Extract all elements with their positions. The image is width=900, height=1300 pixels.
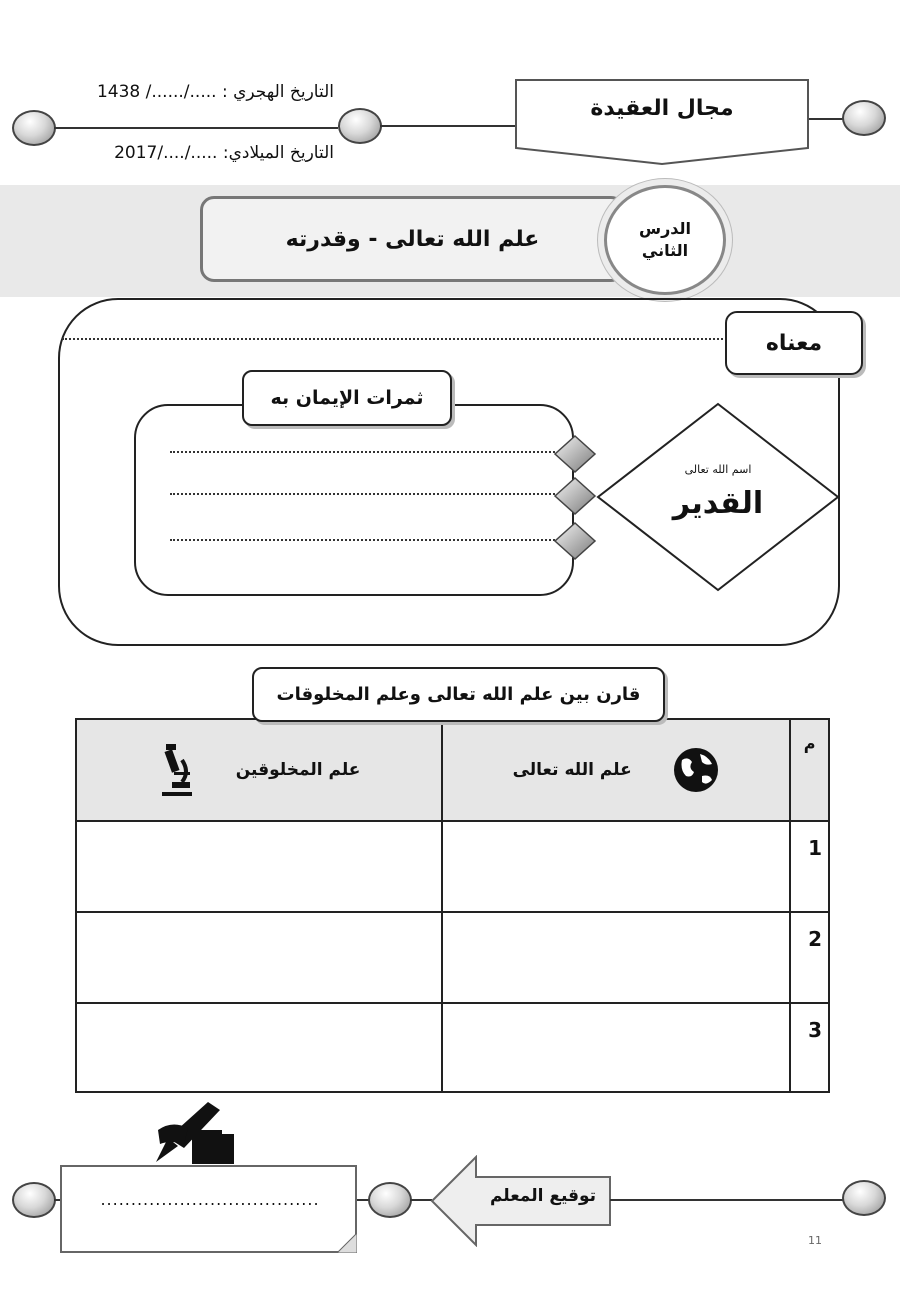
bottom-right-knob xyxy=(842,1180,886,1216)
bullet-diamond-3 xyxy=(553,521,597,561)
globe-icon xyxy=(672,746,720,794)
row-1-allah-cell[interactable] xyxy=(442,821,790,912)
row-3-creatures-cell[interactable] xyxy=(76,1003,442,1092)
signature-box-fold xyxy=(337,1233,357,1253)
domain-title-banner xyxy=(514,78,810,166)
fruits-label: ثمرات الإيمان به xyxy=(242,370,452,426)
col-creatures-label: علم المخلوقين xyxy=(235,760,361,780)
top-left-knob xyxy=(12,110,56,146)
bottom-mid-line-right xyxy=(410,1199,432,1201)
bottom-right-line xyxy=(610,1199,844,1201)
col-allah-label: علم الله تعالى xyxy=(512,760,632,780)
row-1-creatures-cell[interactable] xyxy=(76,821,442,912)
lesson-number-line1: الدرس xyxy=(638,219,692,238)
name-caption: اسم الله تعالى xyxy=(684,463,752,476)
table-header-row xyxy=(76,719,829,821)
top-left-line xyxy=(54,127,338,129)
comparison-table xyxy=(75,718,830,1093)
row-2-creatures-cell[interactable] xyxy=(76,912,442,1003)
col-creatures-header xyxy=(76,719,442,821)
bullet-diamond-1 xyxy=(553,434,597,474)
gregorian-date: التاريخ الميلادي: ...../..../2017 xyxy=(114,143,334,163)
top-middle-line xyxy=(380,125,518,127)
fruit-line-1 xyxy=(170,451,555,453)
meaning-label: معناه xyxy=(725,311,863,375)
col-num-label: م xyxy=(803,734,816,753)
signature-dots: .................................... xyxy=(100,1190,320,1209)
meaning-dotted-line xyxy=(62,338,727,340)
lesson-number-line2: الثاني xyxy=(641,241,689,260)
table-row xyxy=(76,912,829,1003)
hijri-date: التاريخ الهجري : ...../....../ 1438 xyxy=(96,82,334,102)
bottom-middle-knob xyxy=(368,1182,412,1218)
top-middle-knob xyxy=(338,108,382,144)
fruit-line-3 xyxy=(170,539,555,541)
domain-title: مجال العقيدة xyxy=(590,96,734,121)
col-num-header xyxy=(790,719,829,821)
bullet-diamond-2 xyxy=(553,476,597,516)
lesson-title: علم الله تعالى - وقدرته xyxy=(200,196,625,282)
row-1-number: 1 xyxy=(790,821,829,912)
row-2-number: 2 xyxy=(790,912,829,1003)
pen-hand-icon xyxy=(148,1100,238,1166)
signature-box[interactable] xyxy=(60,1165,357,1253)
row-3-allah-cell[interactable] xyxy=(442,1003,790,1092)
fruits-box xyxy=(134,404,574,596)
page-number: 11 xyxy=(808,1234,822,1247)
table-row xyxy=(76,821,829,912)
microscope-icon xyxy=(158,742,196,798)
row-2-allah-cell[interactable] xyxy=(442,912,790,1003)
signature-label: توقيع المعلم xyxy=(489,1186,597,1206)
bottom-left-knob xyxy=(12,1182,56,1218)
col-allah-header xyxy=(442,719,790,821)
comparison-title: قارن بين علم الله تعالى وعلم المخلوقات xyxy=(252,667,665,722)
top-right-line xyxy=(808,118,844,120)
row-3-number: 3 xyxy=(790,1003,829,1092)
fruit-line-2 xyxy=(170,493,555,495)
top-right-knob xyxy=(842,100,886,136)
lesson-number-badge xyxy=(604,185,726,295)
name-value: القدير xyxy=(672,486,764,521)
table-row xyxy=(76,1003,829,1092)
